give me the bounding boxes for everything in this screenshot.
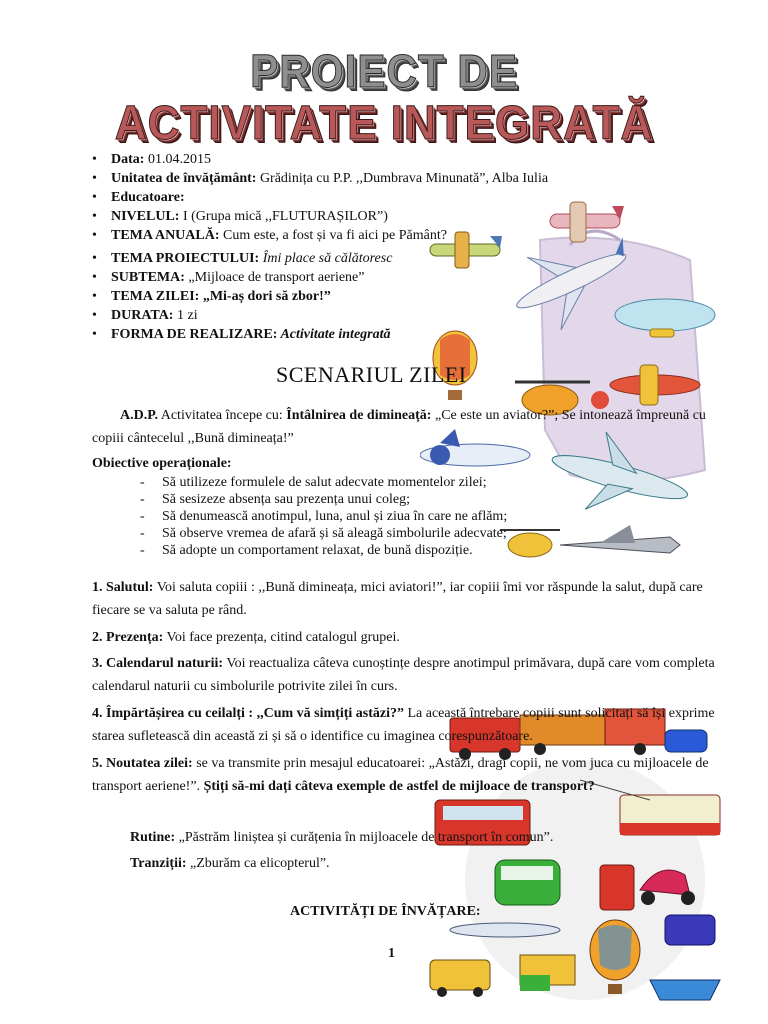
info-item-level: • NIVELUL: I (Grupa mică ,,FLUTURAȘILOR”) — [92, 207, 548, 226]
info-item-teacher: • Educatoare: — [92, 188, 548, 207]
objectives-list — [140, 474, 507, 559]
info-item-annual-theme: • TEMA ANUALĂ: Cum este, a fost și va fi aici pe Pământ? — [92, 226, 548, 245]
transitions-line: Tranziții: „Zburăm ca elicopterul”. — [130, 856, 330, 871]
van-icon — [665, 915, 715, 945]
step-greeting: 1. Salutul: Voi saluta copiii : ,,Bună dimineața, mici aviatori!”, iar copiii îmi vor răspunde la salut, după care fiecare se va saluta pe rând. — [92, 580, 703, 618]
title-line-2: ACTIVITATE INTEGRATĂ — [114, 97, 654, 150]
info-item-day-theme: • TEMA ZILEI: „Mi-aș dori să zbor!” — [92, 287, 548, 306]
title-line-1: PROIECT DE — [250, 45, 518, 97]
info-item-duration: • DURATA: 1 zi — [92, 306, 548, 325]
step-news: 5. Noutatea zilei: se va transmite prin mesajul educatoarei: „Astăzi, dragi copii, ne vom juca cu mijloacele de transport aeriene!”. Știți să-mi dați câteva exemple de astfel de mijloace de transport? — [92, 756, 709, 794]
step-sharing: 4. Împărtășirea cu ceilalți : ,,Cum vă simțiți astăzi?” La această întrebare copiii sunt solicitați să își exprime starea sufletească din această zi și să o identifice cu imaginea corespunzătoare. — [92, 706, 715, 744]
helicopter-icon — [500, 530, 560, 557]
van-icon — [495, 860, 560, 905]
info-item-project-theme: • TEMA PROIECTULUI: Îmi place să călătoresc — [92, 249, 548, 268]
routines-line: Rutine: „Păstrăm liniștea și curățenia în mijloacele de transport în comun”. — [130, 830, 554, 845]
vehicles-illustration — [410, 700, 768, 1020]
boat-icon — [650, 980, 720, 1000]
info-item-form: • FORMA DE REALIZARE: Activitate integrată — [92, 325, 548, 344]
step-attendance: 2. Prezența: Voi face prezența, citind catalogul grupei. — [92, 630, 400, 645]
step-nature-calendar: 3. Calendarul naturii: Voi reactualiza câteva cunoștințe despre anotimpul primăvara, după care vom completa calendarul naturii cu simbolurile potrivite zilei în curs. — [92, 656, 715, 694]
scenario-title: SCENARIUL ZILEI — [276, 362, 467, 387]
objective-item: - Să adopte un comportament relaxat, de bună dispoziție. — [140, 542, 507, 559]
info-item-subtheme: • SUBTEMA: „Mijloace de transport aeriene” — [92, 268, 548, 287]
info-item-unit: • Unitatea de învățământ: Grădinița cu P.P. ,,Dumbrava Minunată”, Alba Iulia — [92, 169, 548, 188]
objective-item: - Să sesizeze absența sau prezența unui coleg; — [140, 491, 507, 508]
page-number: 1 — [388, 946, 395, 961]
taxi-icon — [430, 960, 490, 997]
plane-icon — [450, 923, 560, 937]
objective-item: - Să observe vremea de afară și să aleagă simbolurile adecvate; — [140, 525, 507, 542]
objectives-title: Obiective operaționale: — [92, 456, 232, 471]
info-item-date: • Data: 01.04.2015 — [92, 150, 548, 169]
tram-icon — [620, 795, 720, 835]
fighter-jet-icon — [560, 525, 680, 553]
adp-paragraph: A.D.P. Activitatea începe cu: Întâlnirea de dimineață: „Ce este un aviator?”; Se intonează împreună cu copiii cântecelul ,,Bună dimineața!” — [92, 408, 706, 446]
learning-activities-title: ACTIVITĂȚI DE ÎNVĂȚARE: — [290, 904, 481, 919]
objective-item: - Să denumească anotimpul, luna, anul și ziua în care ne aflăm; — [140, 508, 507, 525]
project-info-list — [92, 150, 548, 344]
objective-item: - Să utilizeze formulele de salut adecvate momentelor zilei; — [140, 474, 507, 491]
